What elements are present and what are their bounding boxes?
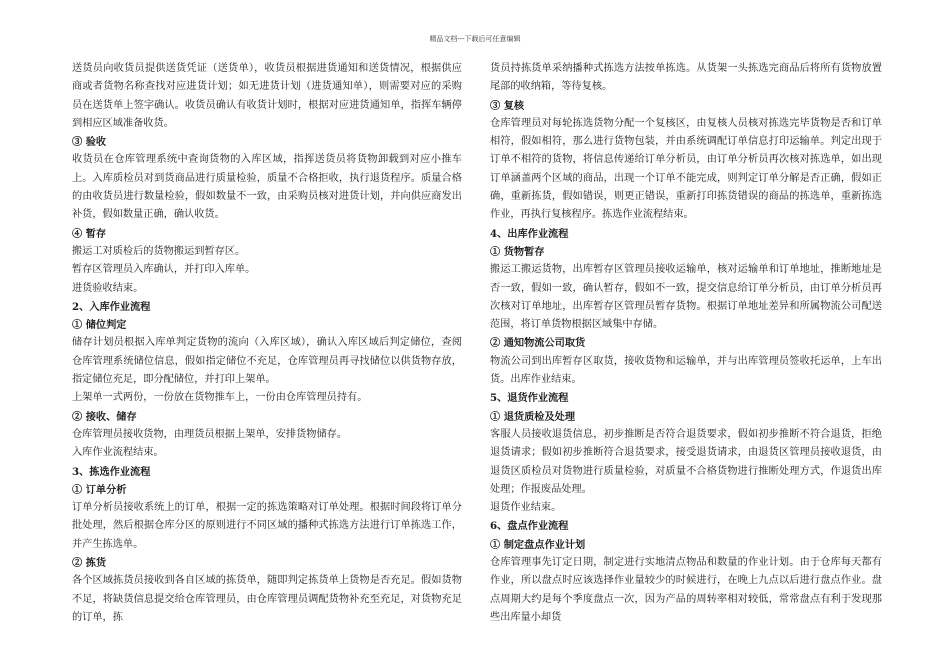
paragraph: 送货员向收货员提供送货凭证（送货单），收货员根据进货通知和送货情况，根据供应商或者货物名称查找对应进货计划；如无进货计划（进货通知单），则需要对应的采购员在送货单上签字确认。收货员确认有收货计划时，根据对应进货通知单，指挥车辆停到相应区域准备收货。 — [72, 63, 462, 129]
section-heading: ① 制定盘点作业计划 — [490, 538, 586, 551]
section-heading: ④ 暂存 — [72, 227, 107, 240]
paragraph: 搬运工对质检后的货物搬运到暂存区。 — [72, 245, 246, 257]
paragraph: 收货员在仓库管理系统中查询货物的入库区域，指挥送货员将货物卸载到对应小推车上。入库质检员对到货商品进行质量检验，质量不合格拒收，执行退货程序。质量合格的由收货员进行数量检验，假如数量不一致，由采购员核对进货计划，并向供应商发出补货，假如数量正确，确认收货。 — [72, 154, 462, 221]
section-heading: ③ 复核 — [490, 99, 525, 112]
section-heading: 6、盘点作业流程 — [490, 520, 569, 533]
section-heading: ② 接收、储存 — [72, 410, 137, 423]
section-heading: ② 拣货 — [72, 557, 107, 570]
section-heading: ① 退货质检及处理 — [490, 410, 576, 423]
section-heading: ① 货物暂存 — [490, 245, 545, 258]
section-heading: 3、拣选作业流程 — [72, 465, 151, 478]
section-heading: 4、出库作业流程 — [490, 227, 569, 240]
paragraph: 仓库管理员接收货物，由理货员根据上架单，安排货物储存。 — [72, 428, 348, 440]
paragraph: 客服人员接收退货信息，初步推断是否符合退货要求，假如初步推断不符合退货，拒绝退货请求；假如初步推断符合退货要求，接受退货请求，由退货区管理员接收退货，由退货区质检员对货物进行质量检验，对质量不合格货物进行推断处理方式，作退货出库处理；作报废品处理。 — [490, 428, 882, 495]
paragraph: 入库作业流程结束。 — [72, 447, 164, 459]
section-heading: ① 储位判定 — [72, 319, 127, 332]
section-heading: ① 订单分析 — [72, 483, 127, 496]
section-heading: ③ 验收 — [72, 136, 107, 149]
paragraph: 暂存区管理员入库确认，并打印入库单。 — [72, 264, 256, 276]
paragraph: 货员持拣货单采纳播种式拣选方法按单拣选。从货架一头拣选完商品后将所有货物放置尾部的收纳箱，等待复核。 — [490, 63, 882, 93]
section-heading: 2、入库作业流程 — [72, 300, 151, 313]
page-header: 精品文档---下载后可任意编辑 — [429, 35, 521, 43]
section-heading: ② 通知物流公司取货 — [490, 337, 586, 350]
paragraph: 上架单一式两份，一份放在货物推车上，一份由仓库管理员持有。 — [72, 392, 368, 404]
paragraph: 储存计划员根据入库单判定货物的流向（入库区域），确认入库区域后判定储位，查阅仓库管理系统储位信息，假如指定储位不充足，仓库管理员再寻找储位以供货物存放，指定储位充足，即分配储位，并打印上架单。 — [72, 337, 462, 386]
paragraph: 仓库管理事先订定日期，制定进行实地清点物品和数量的作业计划。由于仓库每天都有作业，所以盘点时应该选择作业量较少的时候进行，在晚上九点以后进行盘点作业。盘点周期大约是每个季度盘点一次，因为产品的周转率相对较低，常常盘点有利于发现那些出库量小却货 — [490, 557, 882, 623]
paragraph: 物流公司到出库暂存区取货，接收货物和运输单，并与出库管理员签收托运单，上车出货。出库作业结束。 — [490, 355, 882, 386]
paragraph: 退货作业结束。 — [490, 502, 562, 514]
right-column — [490, 60, 882, 627]
section-heading: 5、退货作业流程 — [490, 392, 569, 405]
left-column — [72, 60, 462, 627]
paragraph: 进货验收结束。 — [72, 282, 144, 294]
paragraph: 仓库管理员对每轮拣选货物分配一个复核区，由复核人员核对拣选完毕货物是否和订单相符，假如相符，那么进行货物包装，并由系统调配订单信息打印运输单。判定出现于订单不相符的货物，将信息传递给订单分析员，由订单分析员再次核对拣选单，如出现订单涵盖两个区域的商品，出现一个订单不能完成，则判定订单分解是否正确，假如正确，重新拣货，假如错误，则更正错误，重新打印拣货错误的商品的拣选单，重新拣选作业，再执行复核程序。拣选作业流程结束。 — [490, 117, 882, 221]
paragraph: 搬运工搬运货物，出库暂存区管理员接收运输单，核对运输单和订单地址，推断地址是否一致，假如一致，确认暂存，假如不一致，提交信息给订单分析员，由订单分析员再次核对订单地址，出库暂存区管理员暂存货物。根据订单地址差异和所属物流公司配送范围，将订单货物根据区域集中存储。 — [490, 264, 882, 331]
paragraph: 各个区域拣货员接收到各自区域的拣货单，随即判定拣货单上货物是否充足。假如货物不足，将缺货信息提交给仓库管理员，由仓库管理员调配货物补充至充足，对货物充足的订单，拣 — [72, 575, 462, 623]
paragraph: 订单分析员接收系统上的订单，根据一定的拣选策略对订单处理。根据时间段将订单分批处理，然后根据仓库分区的原则进行不同区域的播种式拣选方法进行订单拣选工作，并产生拣选单。 — [72, 502, 462, 550]
